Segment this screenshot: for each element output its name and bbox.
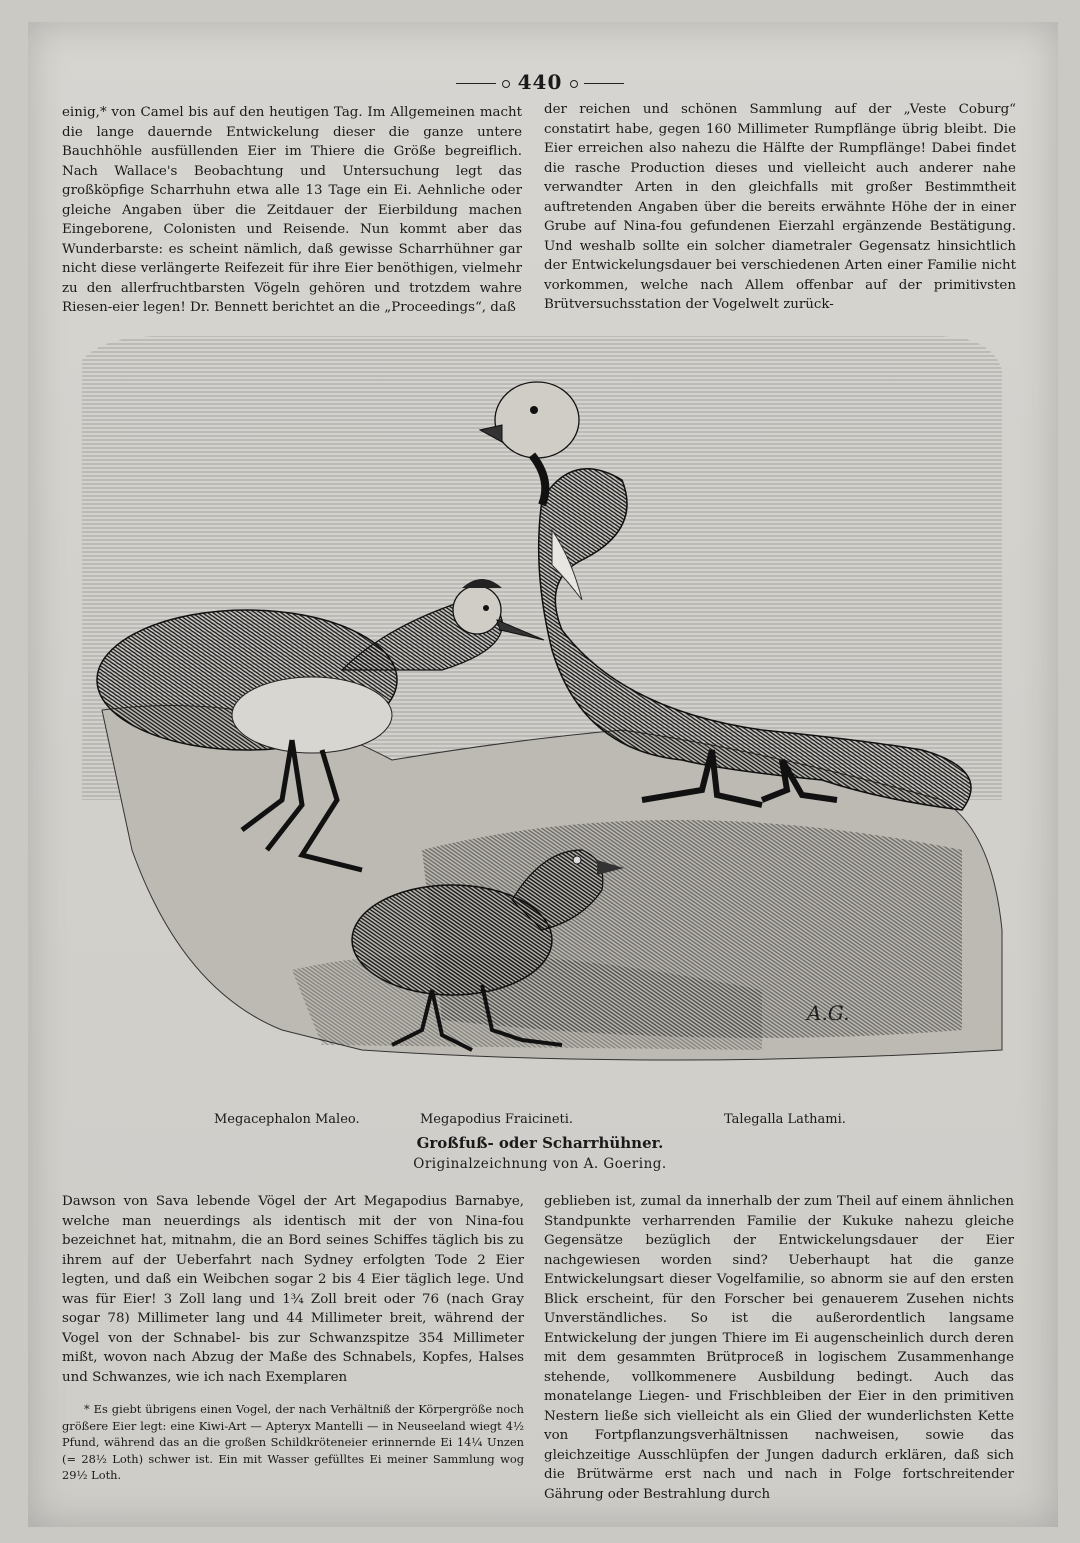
paragraph-bottom-right: geblieben ist, zumal da innerhalb der zum Theil auf einem ähnlichen Standpunkte verharrenden Familie der Kukuke nahezu gleiche Gegensätze bezüglich der Entwickelungsdauer der Eier nachgewiesen worden sind? Ueberhaupt hat die ganze Entwickelungsart dieser Vogelfamilie, so abnorm sie auf den ersten Blick erscheint, für den Forscher bei genauerem Zusehen nichts Unverständliches. So ist die außerordentlich langsame Entwickelung der jungen Thiere im Ei augenscheinlich durch deren mit dem gesammten Brütproceß in logischem Zusammenhange stehende, vollkommenere Ausbildung bedingt. Auch das monatelange Liegen- und Frischbleiben der Eier in den primitiven Nestern ließe sich vielleicht als ein Glied der wunderlichsten Kette von Fortpflanzungsverhältnissen nachweisen, sowie das gleichzeitige Ausschlüpfen der Jungen dadurch erklären, daß sich die Brütwärme erst nach und nach in Folge fortschreitender Gährung oder Bestrahlung durch	[544, 1194, 1014, 1502]
paragraph-top-left: einig,* von Camel bis auf den heutigen Tag. Im Allgemeinen macht die lange dauernde Entwickelung dieser die ganze untere Bauchhöhle ausfüllenden Eier im Thiere die Größe begreiflich. Nach Wallace's Beobachtung und Untersuchung legt das großköpfige Scharrhuhn etwa alle 13 Tage ein Ei. Aehnliche oder gleiche Angaben über die Zeitdauer der Eierbildung machen Eingeborene, Colonisten und Reisende. Nun kommt aber das Wunderbarste: es scheint nämlich, daß gewisse Scharrhühner gar nicht diese verlängerte Reifezeit für ihre Eier benöthigen, vielmehr zu den allerfruchtbarsten Vögeln gehören und trotzdem wahre Riesen-eier legen! Dr. Bennett berichtet an die „Proceedings“, daß	[62, 105, 522, 315]
artist-monogram	[805, 1001, 849, 1025]
page-number: 440	[517, 70, 563, 94]
paragraph-top-right: der reichen und schönen Sammlung auf der „Veste Coburg“ constatirt habe, gegen 160 Millimeter Rumpflänge übrig bleibt. Die Eier erreichen also nahezu die Hälfte der Rumpflänge! Dabei findet die rasche Production dieses und vielleicht auch anderer nahe verwandter Arten in den gleichfalls mit großer Bestimmtheit auftretenden Angaben über die bereits erwähnte Höhe der in einer Grube auf Nina-fou gefundenen Eierzahl ergänzende Bestätigung. Und weshalb sollte ein solcher diametraler Gegensatz hinsichtlich der Entwickelungsdauer bei verschiedenen Arten einer Familie nicht vorkommen, welche nach Allem offenbar auf der primitivsten Brütversuchsstation der Vogelwelt zurück-	[544, 102, 1016, 312]
header-ornament-right	[570, 80, 578, 88]
header-rule-right	[584, 83, 624, 84]
text-column-bottom-left	[62, 1192, 524, 1484]
text-column-top-left	[62, 103, 522, 318]
caption-megapodius: Megapodius Fraicineti.	[420, 1112, 574, 1127]
footnote: * Es giebt übrigens einen Vogel, der nach Verhältniß der Körpergröße noch größere Eier legt: eine Kiwi-Art — Apteryx Mantelli — in Neuseeland wiegt 4½ Pfund, während das an die großen Schildkröteneier erinnernde Ei 14¼ Unzen (= 28½ Loth) schwer ist. Ein mit Wasser gefülltes Ei meiner Sammlung wog 29½ Loth.	[62, 1402, 524, 1482]
monogram-text: A.G.	[807, 1001, 850, 1025]
header-rule-left	[456, 83, 496, 84]
text-column-top-right	[544, 100, 1016, 315]
caption-maleo: Megacephalon Maleo.	[214, 1112, 360, 1127]
figure-title: Großfuß- oder Scharrhühner.	[416, 1134, 664, 1152]
header-ornament-left	[502, 80, 510, 88]
paragraph-bottom-left: Dawson von Sava lebende Vögel der Art Megapodius Barnabye, welche man neuerdings als identisch mit der von Nina-fou bezeichnet hat, mitnahm, die an Bord seines Schiffes täglich bis zu ihrem auf der Ueberfahrt nach Sydney erfolgten Tode 2 Eier legten, und daß ein Weibchen sogar 2 bis 4 Eier täglich lege. Und was für Eier! 3 Zoll lang und 1¾ Zoll breit oder 76 (nach Gray sogar 78) Millimeter lang und 44 Millimeter breit, während der Vogel von der Schnabel- bis zur Schwanzspitze 354 Millimeter mißt, wovon nach Abzug der Maße des Schnabels, Kopfes, Halses und Schwanzes, wie ich nach Exemplaren	[62, 1194, 524, 1385]
page-header	[0, 70, 1080, 94]
engraving-illustration	[62, 330, 1017, 1105]
caption-talegalla: Talegalla Lathami.	[724, 1112, 846, 1127]
figure-credit: Originalzeichnung von A. Goering.	[413, 1156, 667, 1172]
text-column-bottom-right	[544, 1192, 1014, 1504]
